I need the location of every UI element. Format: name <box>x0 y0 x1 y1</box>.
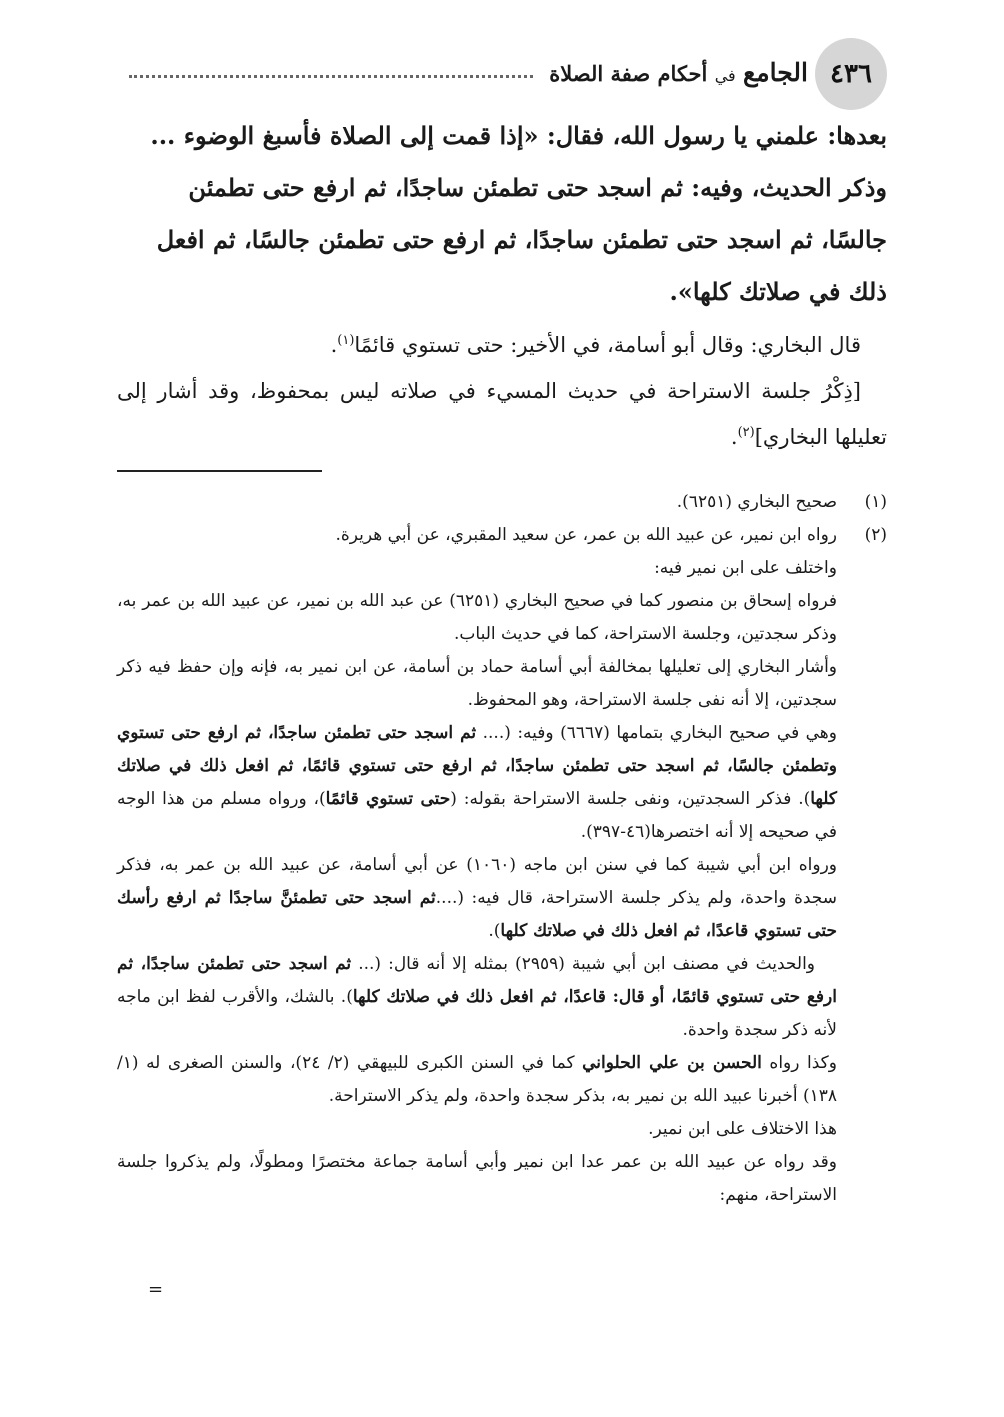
section-heading-paragraph: [ذِكْرُ جلسة الاستراحة في حديث المسيء في صلاته ليس بمحفوظ، وقد أشار إلى تعليلها البخاري]$^{(٢)}$. <box>117 379 887 449</box>
main-text <box>117 110 887 460</box>
footnote-number: (١) <box>864 492 887 512</box>
hadith-quote <box>117 110 887 318</box>
book-title <box>543 58 814 87</box>
footnote-number: (٢) <box>864 525 887 545</box>
page-number: ٤٣٦ <box>815 38 887 110</box>
running-header <box>119 55 814 89</box>
book-title-rest: أحكام صفة الصلاة <box>549 60 708 86</box>
book-title-fi: في <box>714 65 736 85</box>
book-title-main: الجامع <box>742 57 808 87</box>
hadith-line: جالسًا، ثم اسجد حتى تطمئن ساجدًا، ثم ارفع حتى تطمئن جالسًا، ثم افعل <box>156 225 887 254</box>
footnote-line: والحديث في مصنف ابن أبي شيبة (٢٩٥٩) بمثله إلا أنه قال: (... ثم اسجد حتى تطمئن ساجدًا، ثم ارفع حتى تستوي قائمًا، أو قال: قاعدًا، ثم افعل ذلك في صلاتك كلها). بالشك، والأقرب لفظ ابن ماجه لأنه ذكر سجدة واحدة. <box>117 954 837 1040</box>
footnote-line: هذا الاختلاف على ابن نمير. <box>648 1119 837 1139</box>
footnote-line: واختلف على ابن نمير فيه: <box>654 558 837 578</box>
hadith-line: ذلك في صلاتك كلها». <box>669 277 887 306</box>
continuation-mark: = <box>148 1279 164 1300</box>
footnote-1 <box>117 486 887 519</box>
footnote-line: وأشار البخاري إلى تعليلها بمخالفة أبي أسامة حماد بن أسامة، عن ابن نمير به، فإنه وإن حفظ فيه ذكر سجدتين، إلا أنه نفى جلسة الاستراحة، وهو المحفوظ. <box>117 657 837 710</box>
footnote-ref-2[interactable]: (٢) <box>737 425 755 440</box>
commentary <box>117 322 887 460</box>
footnote-line: رواه ابن نمير، عن عبيد الله بن عمر، عن سعيد المقبري، عن أبي هريرة. <box>335 525 837 545</box>
hadith-line: وذكر الحديث، وفيه: ثم اسجد حتى تطمئن ساجدًا، ثم ارفع حتى تطمئن <box>188 173 887 202</box>
footnote-ref-1[interactable]: (١) <box>337 333 355 348</box>
footnote-line: وقد رواه عن عبيد الله بن عمر عدا ابن نمير وأبي أسامة جماعة مختصرًا ومطولًا، ولم يذكروا جلسة الاستراحة، منهم: <box>117 1152 837 1205</box>
footnote-line: ورواه ابن أبي شيبة كما في سنن ابن ماجه (١٠٦٠) عن أبي أسامة، عن عبيد الله بن عمر به، فذكر سجدة واحدة، ولم يذكر جلسة الاستراحة، قال فيه: (....ثم اسجد حتى تطمئنَّ ساجدًا ثم ارفع رأسك حتى تستوي قاعدًا، ثم افعل ذلك في صلاتك كلها). <box>117 855 837 941</box>
header-dotted-leader <box>129 75 533 78</box>
footnotes <box>117 486 887 1212</box>
bukhari-note-paragraph: قال البخاري: وقال أبو أسامة، في الأخير: حتى تستوي قائمًا$^{(١)}$. <box>330 333 861 357</box>
footnote-separator <box>117 470 322 472</box>
footnote-line: وهي في صحيح البخاري بتمامها (٦٦٦٧) وفيه: (.... ثم اسجد حتى تطمئن ساجدًا، ثم ارفع حتى تستوي وتطمئن جالسًا، ثم اسجد حتى تطمئن ساجدًا، ثم ارفع حتى تستوي قائمًا، ثم افعل ذلك في صلاتك كلها). فذكر السجدتين، ونفى جلسة الاستراحة بقوله: (حتى تستوي قائمًا)، ورواه مسلم من هذا الوجه في صحيحه إلا أنه اختصرها(٤٦-٣٩٧). <box>117 723 837 842</box>
footnote-line: فرواه إسحاق بن منصور كما في صحيح البخاري (٦٢٥١) عن عبد الله بن نمير، عن عبيد الله بن عمر به، وذكر سجدتين، وجلسة الاستراحة، كما في حديث الباب. <box>117 591 837 644</box>
footnote-line: وكذا رواه الحسن بن علي الحلواني كما في السنن الكبرى للبيهقي (٢/ ٢٤)، والسنن الصغرى له (١/ ١٣٨) أخبرنا عبيد الله بن نمير به، بذكر سجدة واحدة، ولم يذكر الاستراحة. <box>117 1053 837 1106</box>
footnote-2 <box>117 519 887 1212</box>
footnote-text: صحيح البخاري (٦٢٥١). <box>676 492 837 512</box>
hadith-line: بعدها: علمني يا رسول الله، فقال: «إذا قمت إلى الصلاة فأسبغ الوضوء ... <box>150 121 887 150</box>
